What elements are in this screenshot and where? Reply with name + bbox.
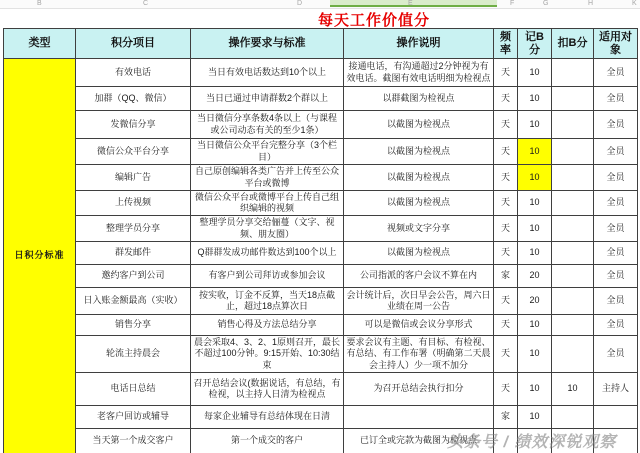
- cell-frequency[interactable]: 天: [494, 288, 518, 315]
- cell-target[interactable]: 全员: [594, 87, 638, 111]
- sheet-title: 每天工作价值分: [317, 12, 430, 29]
- cell-item[interactable]: 老客户回访或辅导: [76, 406, 191, 429]
- cell-deduct-b[interactable]: [552, 59, 594, 87]
- cell-deduct-b[interactable]: [552, 429, 594, 453]
- column-letter-g[interactable]: G: [543, 0, 549, 7]
- cell-deduct-b[interactable]: 10: [552, 373, 594, 406]
- cell-requirement[interactable]: 按实收，订金不反算，当天18点截止，超过18点算次日: [191, 288, 344, 315]
- cell-record-b[interactable]: 10: [518, 406, 552, 429]
- cell-item[interactable]: 邀约客户到公司: [76, 265, 191, 288]
- table-row: [4, 406, 638, 429]
- header-row: [4, 29, 638, 59]
- table-row: [4, 429, 638, 453]
- cell-requirement[interactable]: 当日微信分享条数4条以上（与课程或公司动态有关的至少1条）: [191, 111, 344, 139]
- cell-deduct-b[interactable]: [552, 242, 594, 265]
- cell-frequency[interactable]: 天: [494, 165, 518, 191]
- cell-item[interactable]: 轮流主持晨会: [76, 336, 191, 373]
- cell-deduct-b[interactable]: [552, 87, 594, 111]
- cell-description[interactable]: [344, 406, 494, 429]
- cell-frequency[interactable]: 天: [494, 216, 518, 242]
- cell-target[interactable]: 全员: [594, 139, 638, 165]
- table-header: [4, 29, 638, 59]
- header-record-b[interactable]: 记B分: [518, 29, 552, 59]
- cell-target[interactable]: 全员: [594, 216, 638, 242]
- cell-item[interactable]: 有效电话: [76, 59, 191, 87]
- cell-deduct-b[interactable]: [552, 216, 594, 242]
- cell-description[interactable]: 公司指派的客户会议不算在内: [344, 265, 494, 288]
- cell-record-b[interactable]: 10: [518, 59, 552, 87]
- table-row: [4, 139, 638, 165]
- cell-deduct-b[interactable]: [552, 336, 594, 373]
- cell-frequency[interactable]: 天: [494, 242, 518, 265]
- column-letter-h[interactable]: H: [588, 0, 594, 7]
- table-row: [4, 87, 638, 111]
- cell-requirement[interactable]: 当日有效电话数达到10个以上: [191, 59, 344, 87]
- header-requirement[interactable]: 操作要求与标准: [191, 29, 344, 59]
- cell-deduct-b[interactable]: [552, 165, 594, 191]
- header-target[interactable]: 适用对象: [594, 29, 638, 59]
- header-item[interactable]: 积分项目: [76, 29, 191, 59]
- column-letter-b[interactable]: B: [37, 0, 42, 7]
- column-letter-d[interactable]: D: [297, 0, 303, 7]
- cell-item[interactable]: 整理学员分享: [76, 216, 191, 242]
- cell-frequency[interactable]: 天: [494, 373, 518, 406]
- cell-frequency[interactable]: 天: [494, 139, 518, 165]
- cell-item[interactable]: 群发邮件: [76, 242, 191, 265]
- cell-target[interactable]: 全员: [594, 59, 638, 87]
- cell-description[interactable]: 以截图为检视点: [344, 111, 494, 139]
- watermark: 头条号 / 绩效深锐观察: [447, 434, 617, 451]
- cell-record-b[interactable]: 10: [518, 216, 552, 242]
- column-letter-e[interactable]: E: [408, 0, 413, 7]
- cell-target[interactable]: [594, 429, 638, 453]
- table-row: [4, 216, 638, 242]
- cell-frequency[interactable]: [494, 429, 518, 453]
- cell-deduct-b[interactable]: [552, 406, 594, 429]
- table-row: [4, 191, 638, 216]
- cell-record-b[interactable]: 10: [518, 373, 552, 406]
- cell-requirement[interactable]: 第一个成交的客户: [191, 429, 344, 453]
- cell-frequency[interactable]: 天: [494, 336, 518, 373]
- cell-description[interactable]: 以截图为检视点: [344, 139, 494, 165]
- table-row: [4, 336, 638, 373]
- table-row: [4, 315, 638, 336]
- header-frequency[interactable]: 频率: [494, 29, 518, 59]
- cell-record-b[interactable]: 10: [518, 336, 552, 373]
- cell-record-b[interactable]: 20: [518, 265, 552, 288]
- cell-description[interactable]: 已订全或完款为截图为检视点: [344, 429, 494, 453]
- cell-target[interactable]: 全员: [594, 336, 638, 373]
- cell-description[interactable]: 会计统计后，次日早会公告，周六日业绩在周一公告: [344, 288, 494, 315]
- cell-description[interactable]: 接通电话，有沟通超过2分钟视为有效电话。截图有效电话明细为检视点: [344, 59, 494, 87]
- cell-requirement[interactable]: 自己原创编辑各类广告并上传至公众平台或微博: [191, 165, 344, 191]
- table-row: [4, 165, 638, 191]
- table-row: [4, 242, 638, 265]
- cell-record-b[interactable]: 10: [518, 315, 552, 336]
- header-description[interactable]: 操作说明: [344, 29, 494, 59]
- cell-item[interactable]: 当天第一个成交客户: [76, 429, 191, 453]
- cell-record-b[interactable]: 10: [518, 139, 552, 165]
- cell-description[interactable]: 为召开总结会执行扣分: [344, 373, 494, 406]
- cell-description[interactable]: 以截图为检视点: [344, 165, 494, 191]
- table-row: [4, 59, 638, 87]
- cell-deduct-b[interactable]: [552, 288, 594, 315]
- cell-description[interactable]: 要求会议有主题、有目标、有检视、有总结、有工作布署（明确第二天晨会主持人）少一项不加分: [344, 336, 494, 373]
- cell-item[interactable]: 发微信分享: [76, 111, 191, 139]
- table-row: [4, 111, 638, 139]
- cell-frequency[interactable]: 天: [494, 191, 518, 216]
- column-letter-k[interactable]: K: [632, 0, 637, 7]
- column-letter-c[interactable]: C: [143, 0, 149, 7]
- cell-frequency[interactable]: 天: [494, 315, 518, 336]
- column-letter-strip: [0, 0, 640, 9]
- cell-target[interactable]: 全员: [594, 111, 638, 139]
- cell-record-b[interactable]: 10: [518, 191, 552, 216]
- cell-requirement[interactable]: 召开总结会议(数据说话，有总结，有检视，以主持人日清为检视点: [191, 373, 344, 406]
- cell-requirement[interactable]: 每家企业辅导有总结体现在日清: [191, 406, 344, 429]
- cell-item[interactable]: 上传视频: [76, 191, 191, 216]
- cell-description[interactable]: 可以是微信或会议分享形式: [344, 315, 494, 336]
- cell-frequency[interactable]: 家: [494, 265, 518, 288]
- table-row: [4, 288, 638, 315]
- cell-target[interactable]: 全员: [594, 315, 638, 336]
- selected-column-highlight[interactable]: [330, 0, 497, 7]
- cell-item[interactable]: 销售分享: [76, 315, 191, 336]
- header-deduct-b[interactable]: 扣B分: [552, 29, 594, 59]
- points-table: [3, 28, 638, 453]
- cell-frequency[interactable]: 天: [494, 59, 518, 87]
- cell-description[interactable]: 视频或文字分享: [344, 216, 494, 242]
- table-row: [4, 265, 638, 288]
- cell-item[interactable]: 加群（QQ、微信）: [76, 87, 191, 111]
- cell-record-b[interactable]: 10: [518, 165, 552, 191]
- cell-description[interactable]: 以群截图为检视点: [344, 87, 494, 111]
- category-cell[interactable]: 日积分标准: [4, 59, 76, 453]
- cell-requirement[interactable]: 当日微信公众平台完整分享（3个栏目）: [191, 139, 344, 165]
- cell-requirement[interactable]: 微信公众平台或微博平台上传自己组织编辑的视频: [191, 191, 344, 216]
- header-type[interactable]: 类型: [4, 29, 76, 59]
- cell-deduct-b[interactable]: [552, 265, 594, 288]
- cell-requirement[interactable]: 销售心得及方法总结分享: [191, 315, 344, 336]
- cell-target[interactable]: 全员: [594, 165, 638, 191]
- cell-record-b[interactable]: 10: [518, 111, 552, 139]
- cell-record-b[interactable]: [518, 429, 552, 453]
- table-row: [4, 373, 638, 406]
- cell-record-b[interactable]: 20: [518, 288, 552, 315]
- cell-deduct-b[interactable]: [552, 315, 594, 336]
- cell-target[interactable]: 主持人: [594, 373, 638, 406]
- cell-deduct-b[interactable]: [552, 111, 594, 139]
- cell-deduct-b[interactable]: [552, 191, 594, 216]
- cell-target[interactable]: [594, 406, 638, 429]
- cell-frequency[interactable]: 家: [494, 406, 518, 429]
- cell-requirement[interactable]: 整理学员分享交给俪蔓（文字、视频、朋友圈）: [191, 216, 344, 242]
- cell-requirement[interactable]: 有客户到公司拜访或参加会议: [191, 265, 344, 288]
- cell-target[interactable]: 全员: [594, 191, 638, 216]
- cell-deduct-b[interactable]: [552, 139, 594, 165]
- cell-record-b[interactable]: 10: [518, 87, 552, 111]
- cell-frequency[interactable]: 天: [494, 87, 518, 111]
- cell-description[interactable]: 以截图为检视点: [344, 191, 494, 216]
- cell-target[interactable]: 全员: [594, 265, 638, 288]
- cell-item[interactable]: 编辑广告: [76, 165, 191, 191]
- table-body: [4, 59, 638, 453]
- cell-requirement[interactable]: 当日已通过申请群数2个群以上: [191, 87, 344, 111]
- cell-item[interactable]: 微信公众平台分享: [76, 139, 191, 165]
- cell-requirement[interactable]: Q群群发成功邮件数达到100个以上: [191, 242, 344, 265]
- cell-description[interactable]: 以截图为检视点: [344, 242, 494, 265]
- column-letter-f[interactable]: F: [510, 0, 515, 7]
- cell-item[interactable]: 电话日总结: [76, 373, 191, 406]
- cell-target[interactable]: 全员: [594, 242, 638, 265]
- cell-item[interactable]: 日入账金额最高（实收）: [76, 288, 191, 315]
- cell-record-b[interactable]: 10: [518, 242, 552, 265]
- cell-frequency[interactable]: 天: [494, 111, 518, 139]
- cell-requirement[interactable]: 晨会采取4、3、2、1原则召开，最长不超过100分钟。9:15开始、10:30结束: [191, 336, 344, 373]
- cell-target[interactable]: 全员: [594, 288, 638, 315]
